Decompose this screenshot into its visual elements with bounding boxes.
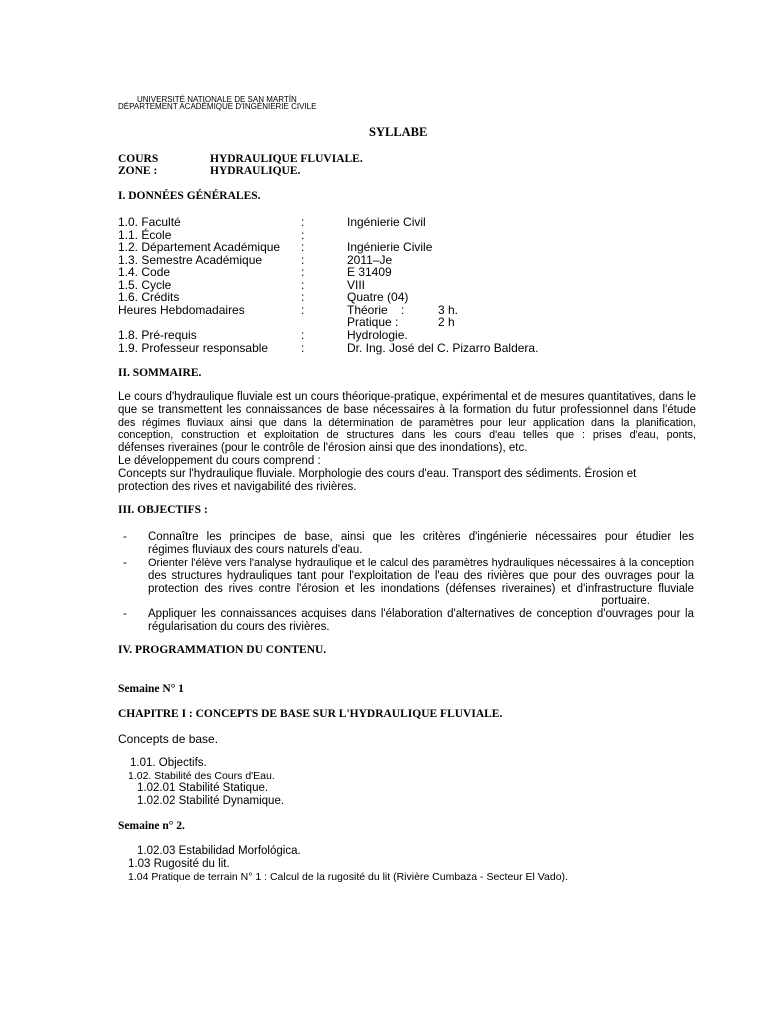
data-label: 1.2. Département Académique [118,240,281,254]
list-item: 1.01. Objectifs. [130,757,207,769]
course-value: HYDRAULIQUE FLUVIALE. [210,153,363,165]
objective-line: Orienter l'élève vers l'analyse hydraulique et le calcul des paramètres hydrauliques nécessaires à la conception [148,557,694,569]
data-value: Dr. Ing. José del C. Pizarro Baldera. [347,341,539,355]
data-value: E 31409 [347,265,392,279]
data-separator: : [301,328,305,342]
summary-line: conception, construction et exploitation de structures dans les cours d'eau telles que : prises d'eau, ponts, [118,429,696,442]
data-value: Ingénierie Civil [347,215,426,229]
data-label: 1.9. Professeur responsable [118,341,269,355]
data-value: Théorie : [347,302,405,317]
data-value: Ingénierie Civile [347,240,433,254]
summary-line: Concepts sur l'hydraulique fluviale. Morphologie des cours d'eau. Transport des sédiments. Érosion et [118,467,637,480]
bullet-marker: - [123,608,127,620]
objective-line: régimes fluviaux des cours naturels d'eau. [148,543,363,556]
data-separator: : [301,290,305,304]
summary-line: Le cours d'hydraulique fluviale est un cours théorique-pratique, expérimental et de mesures quantitatives, dans le [118,391,696,403]
summary-line: protection des rives et navigabilité des rivières. [118,480,357,493]
document-title: SYLLABE [369,125,428,139]
department-name: DÉPARTEMENT ACADÉMIQUE D'INGÉNIERIE CIVILE [118,102,317,111]
data-separator: : [301,215,305,229]
list-item: 1.03 Rugosité du lit. [128,858,230,870]
data-separator: : [301,265,305,279]
summary-line: des régimes fluviaux ainsi que dans la détermination de paramètres pour leur application dans la planification, [118,416,696,429]
data-value: Pratique : [347,315,399,329]
data-separator: : [301,227,305,242]
data-value: Quatre (04) [347,290,409,304]
section-summary-heading: II. SOMMAIRE. [118,367,202,379]
summary-line: défenses riveraines (pour le contrôle de l'érosion ainsi que des inondations), etc. [118,442,528,455]
data-label: 1.8. Pré-requis [118,328,197,342]
zone-value: HYDRAULIQUE. [210,165,301,177]
theory-hours: 3 h. [438,302,459,317]
data-separator: : [301,277,305,292]
summary-paragraph [118,391,696,493]
list-item: 1.02.01 Stabilité Statique. [137,782,269,794]
list-item: 1.02. Stabilité des Cours d'Eau. [128,770,275,782]
bullet-marker: - [123,557,127,569]
objective-line: Appliquer les connaissances acquises dans l'élaboration d'alternatives de conception d'ouvrages pour la [148,608,694,620]
data-label: 1.3. Semestre Académique [118,252,263,267]
chapter-1-heading: CHAPITRE I : CONCEPTS DE BASE SUR L'HYDRAULIQUE FLUVIALE. [118,708,503,720]
objective-line: protection des rives contre l'érosion et les inondations (défenses riveraines) et d'infrastructure fluviale [148,582,694,595]
data-label: 1.5. Cycle [118,277,172,292]
objective-line: portuaire. [601,595,650,608]
concepts-label: Concepts de base. [118,732,219,746]
data-separator: : [301,240,305,254]
objective-item [148,608,694,634]
list-item: 1.02.02 Stabilité Dynamique. [137,795,285,807]
data-value: VIII [347,277,366,292]
list-item: 1.04 Pratique de terrain N° 1 : Calcul de la rugosité du lit (Rivière Cumbaza - Secteur El Vado). [128,871,568,883]
section-general-heading: I. DONNÉES GÉNÉRALES. [118,190,261,202]
summary-line: que se transmettent les connaissances de base nécessaires à la formation du futur professionnel dans l'étude [118,403,696,416]
data-label: 1.6. Crédits [118,290,180,304]
university-name: UNIVERSITÉ NATIONALE DE SAN MARTÍN [137,95,297,104]
section-program-heading: IV. PROGRAMMATION DU CONTENU. [118,644,327,656]
zone-label: ZONE : [118,165,158,177]
data-separator: : [301,341,305,355]
objective-item [148,557,694,608]
data-value: Hydrologie. [347,328,408,342]
week-2-heading: Semaine n° 2. [118,820,185,832]
summary-line: Le développement du cours comprend : [118,454,321,467]
data-label: 1.4. Code [118,265,171,279]
objective-line: des structures hydrauliques tant pour l'exploitation de l'eau des rivières que pour des ouvrages pour la [148,569,694,582]
practice-hours: 2 h [438,315,455,329]
objective-line: régularisation du cours des rivières. [148,620,330,633]
data-label: 1.0. Faculté [118,215,181,229]
list-item: 1.02.03 Estabilidad Morfológica. [137,845,301,857]
course-label: COURS [118,153,159,165]
data-separator: : [301,252,305,267]
section-objectives-heading: III. OBJECTIFS : [118,504,208,516]
objective-line: Connaître les principes de base, ainsi que les critères d'ingénierie nécessaires pour étudier les [148,531,694,543]
bullet-marker: - [123,531,127,543]
data-separator: : [301,302,305,317]
objective-item [148,531,694,557]
data-label: Heures Hebdomadaires [118,302,245,317]
week-1-heading: Semaine N° 1 [118,683,184,695]
data-value: 2011–Je [347,252,393,267]
data-label: 1.1. École [118,227,172,242]
